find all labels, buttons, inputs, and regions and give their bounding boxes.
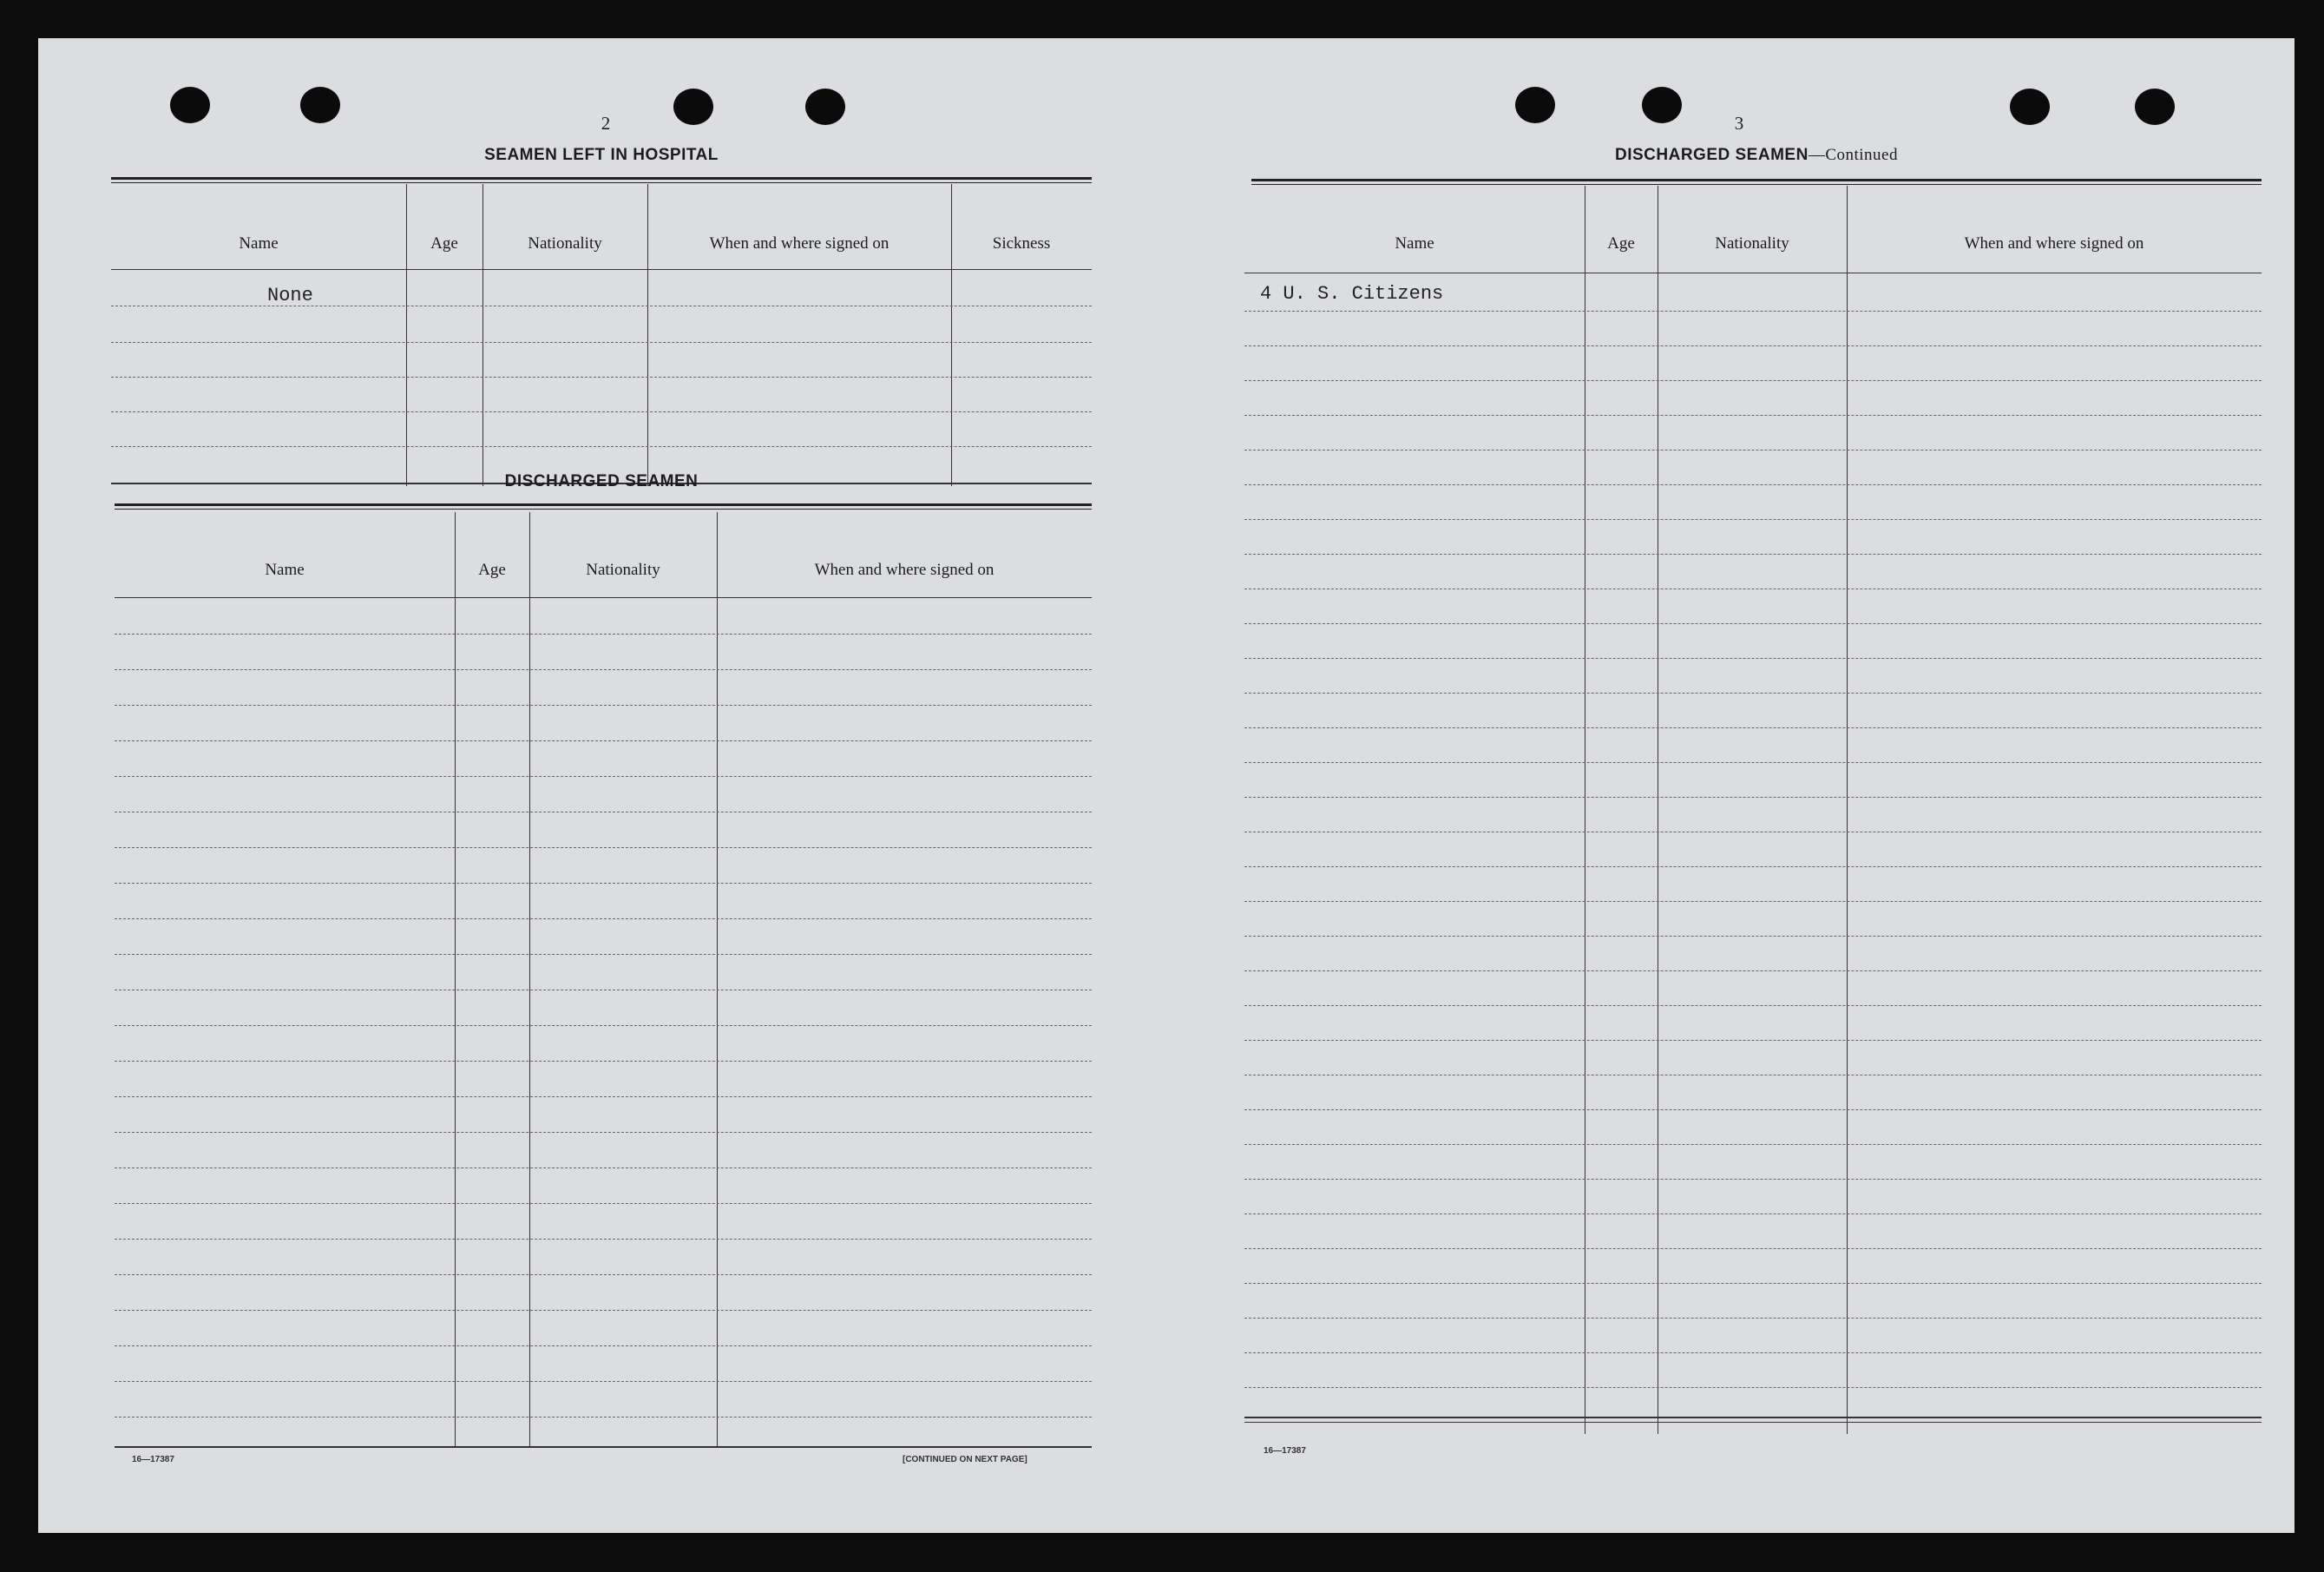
page-number-left: 2 bbox=[601, 113, 611, 134]
discharged-continued-title bbox=[1251, 146, 2262, 165]
column-header-age: Age bbox=[430, 234, 458, 253]
discharged-continued-rule bbox=[1251, 179, 2262, 185]
form-number-left: 16—17387 bbox=[132, 1455, 174, 1464]
discharged-table-right bbox=[1244, 186, 2262, 1436]
column-header-signed-on: When and where signed on bbox=[814, 561, 995, 579]
column-header-nationality: Nationality bbox=[1715, 234, 1789, 253]
punch-hole bbox=[2010, 89, 2050, 125]
punch-hole bbox=[1642, 87, 1682, 123]
discharged-title-rule bbox=[115, 503, 1092, 510]
discharged-section-title: DISCHARGED SEAMEN bbox=[504, 472, 699, 490]
column-header-signed-on: When and where signed on bbox=[709, 234, 890, 253]
discharged-table-left bbox=[115, 512, 1092, 1450]
punch-hole bbox=[1515, 87, 1555, 123]
column-header-nationality: Nationality bbox=[528, 234, 602, 253]
column-header-name: Name bbox=[265, 561, 305, 579]
column-header-sickness: Sickness bbox=[992, 234, 1051, 253]
column-header-nationality: Nationality bbox=[586, 561, 660, 579]
punch-hole bbox=[673, 89, 713, 125]
column-header-age: Age bbox=[478, 561, 506, 579]
page-number-right: 3 bbox=[1734, 113, 1744, 134]
discharged-entry-name: 4 U. S. Citizens bbox=[1260, 283, 1444, 305]
hospital-section-title: SEAMEN LEFT IN HOSPITAL bbox=[484, 146, 719, 164]
punch-hole bbox=[2135, 89, 2175, 125]
column-header-name: Name bbox=[239, 234, 279, 253]
section-title-suffix: —Continued bbox=[1808, 146, 1898, 164]
section-title-text: DISCHARGED SEAMEN bbox=[1615, 146, 1809, 164]
document-sheet bbox=[38, 38, 2294, 1533]
punch-hole bbox=[805, 89, 845, 125]
punch-hole bbox=[300, 87, 340, 123]
continued-note: [CONTINUED ON NEXT PAGE] bbox=[903, 1455, 1027, 1464]
hospital-entry-name: None bbox=[267, 285, 313, 306]
hospital-table bbox=[111, 184, 1092, 486]
column-header-signed-on: When and where signed on bbox=[1964, 234, 2144, 253]
form-number-right: 16—17387 bbox=[1264, 1446, 1306, 1456]
column-header-name: Name bbox=[1395, 234, 1434, 253]
hospital-title-rule bbox=[111, 177, 1092, 183]
punch-hole bbox=[170, 87, 210, 123]
column-header-age: Age bbox=[1607, 234, 1635, 253]
